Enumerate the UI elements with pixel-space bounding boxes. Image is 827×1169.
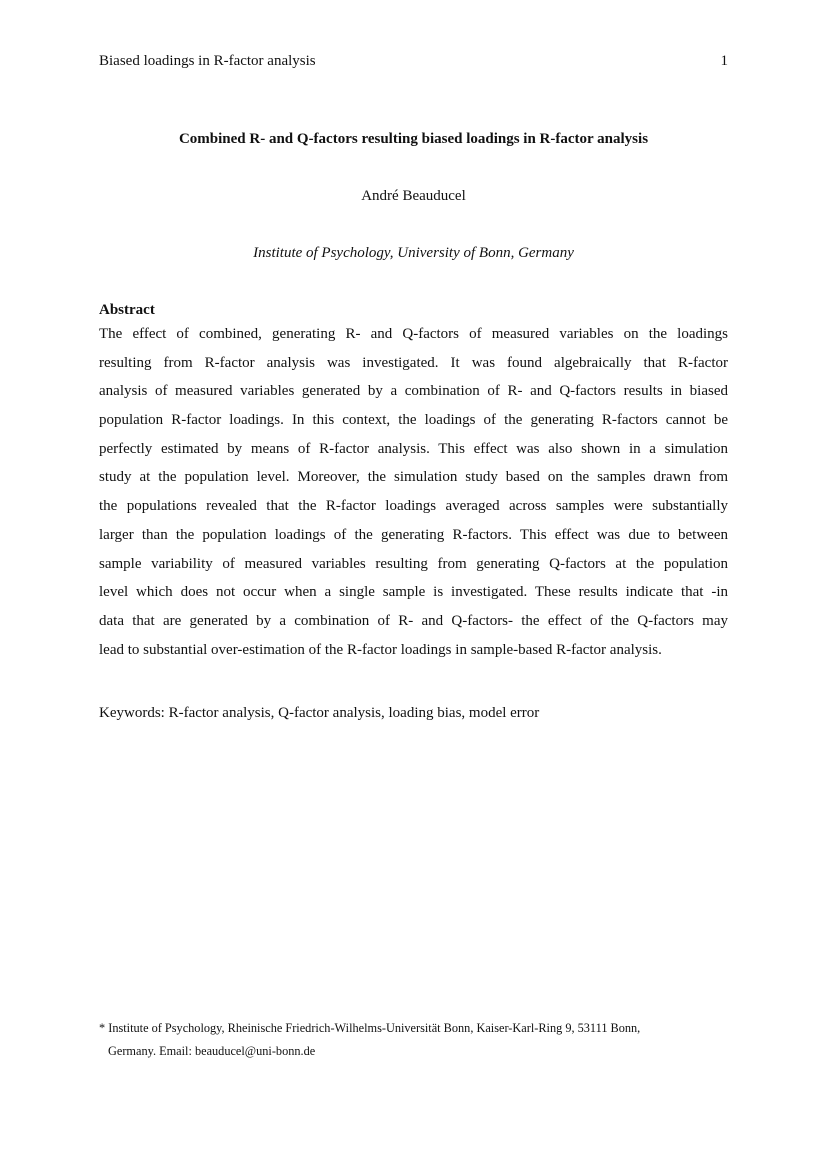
running-title: Biased loadings in R-factor analysis xyxy=(99,53,316,69)
paper-title: Combined R- and Q-factors resulting biased loadings in R-factor analysis xyxy=(178,131,649,147)
abstract-line: level which does not occur when a single sample is investigated. These results indicate that -in xyxy=(99,584,728,601)
abstract-line: the populations revealed that the R-factor loadings averaged across samples were substantially xyxy=(99,498,728,515)
abstract-body xyxy=(99,320,728,664)
abstract-line: larger than the population loadings of the generating R-factors. This effect was due to between xyxy=(99,526,728,543)
abstract-line: lead to substantial over-estimation of the R-factor loadings in sample-based R-factor analysis. xyxy=(99,641,662,658)
author-name: André Beauducel xyxy=(361,188,466,204)
footnote-line: Germany. Email: beauducel@uni-bonn.de xyxy=(108,1044,316,1058)
abstract-line: The effect of combined, generating R- and Q-factors of measured variables on the loadings xyxy=(99,326,728,342)
abstract-line: study at the population level. Moreover, the simulation study based on the samples drawn from xyxy=(99,469,728,486)
abstract-heading: Abstract xyxy=(99,302,155,318)
abstract-line: data that are generated by a combination of R- and Q-factors- the effect of the Q-factors may xyxy=(99,612,728,629)
abstract-line: analysis of measured variables generated by a combination of R- and Q-factors results in biased xyxy=(99,383,728,400)
abstract-line: sample variability of measured variables resulting from generating Q-factors at the population xyxy=(99,555,728,572)
page-number: 1 xyxy=(720,53,728,69)
running-head xyxy=(99,51,728,71)
author-affiliation: Institute of Psychology, University of Bonn, Germany xyxy=(253,245,574,261)
keywords: Keywords: R-factor analysis, Q-factor analysis, loading bias, model error xyxy=(99,705,540,721)
abstract-line: resulting from R-factor analysis was investigated. It was found algebraically that R-factor xyxy=(99,354,728,371)
footnote xyxy=(99,1017,739,1063)
footnote-line: * Institute of Psychology, Rheinische Friedrich-Wilhelms-Universität Bonn, Kaiser-Karl-Ring 9, 53111 Bonn, xyxy=(99,1021,641,1035)
abstract-line: perfectly estimated by means of R-factor analysis. This effect was also shown in a simulation xyxy=(99,440,728,457)
abstract-line: population R-factor loadings. In this context, the loadings of the generating R-factors cannot be xyxy=(99,412,728,429)
